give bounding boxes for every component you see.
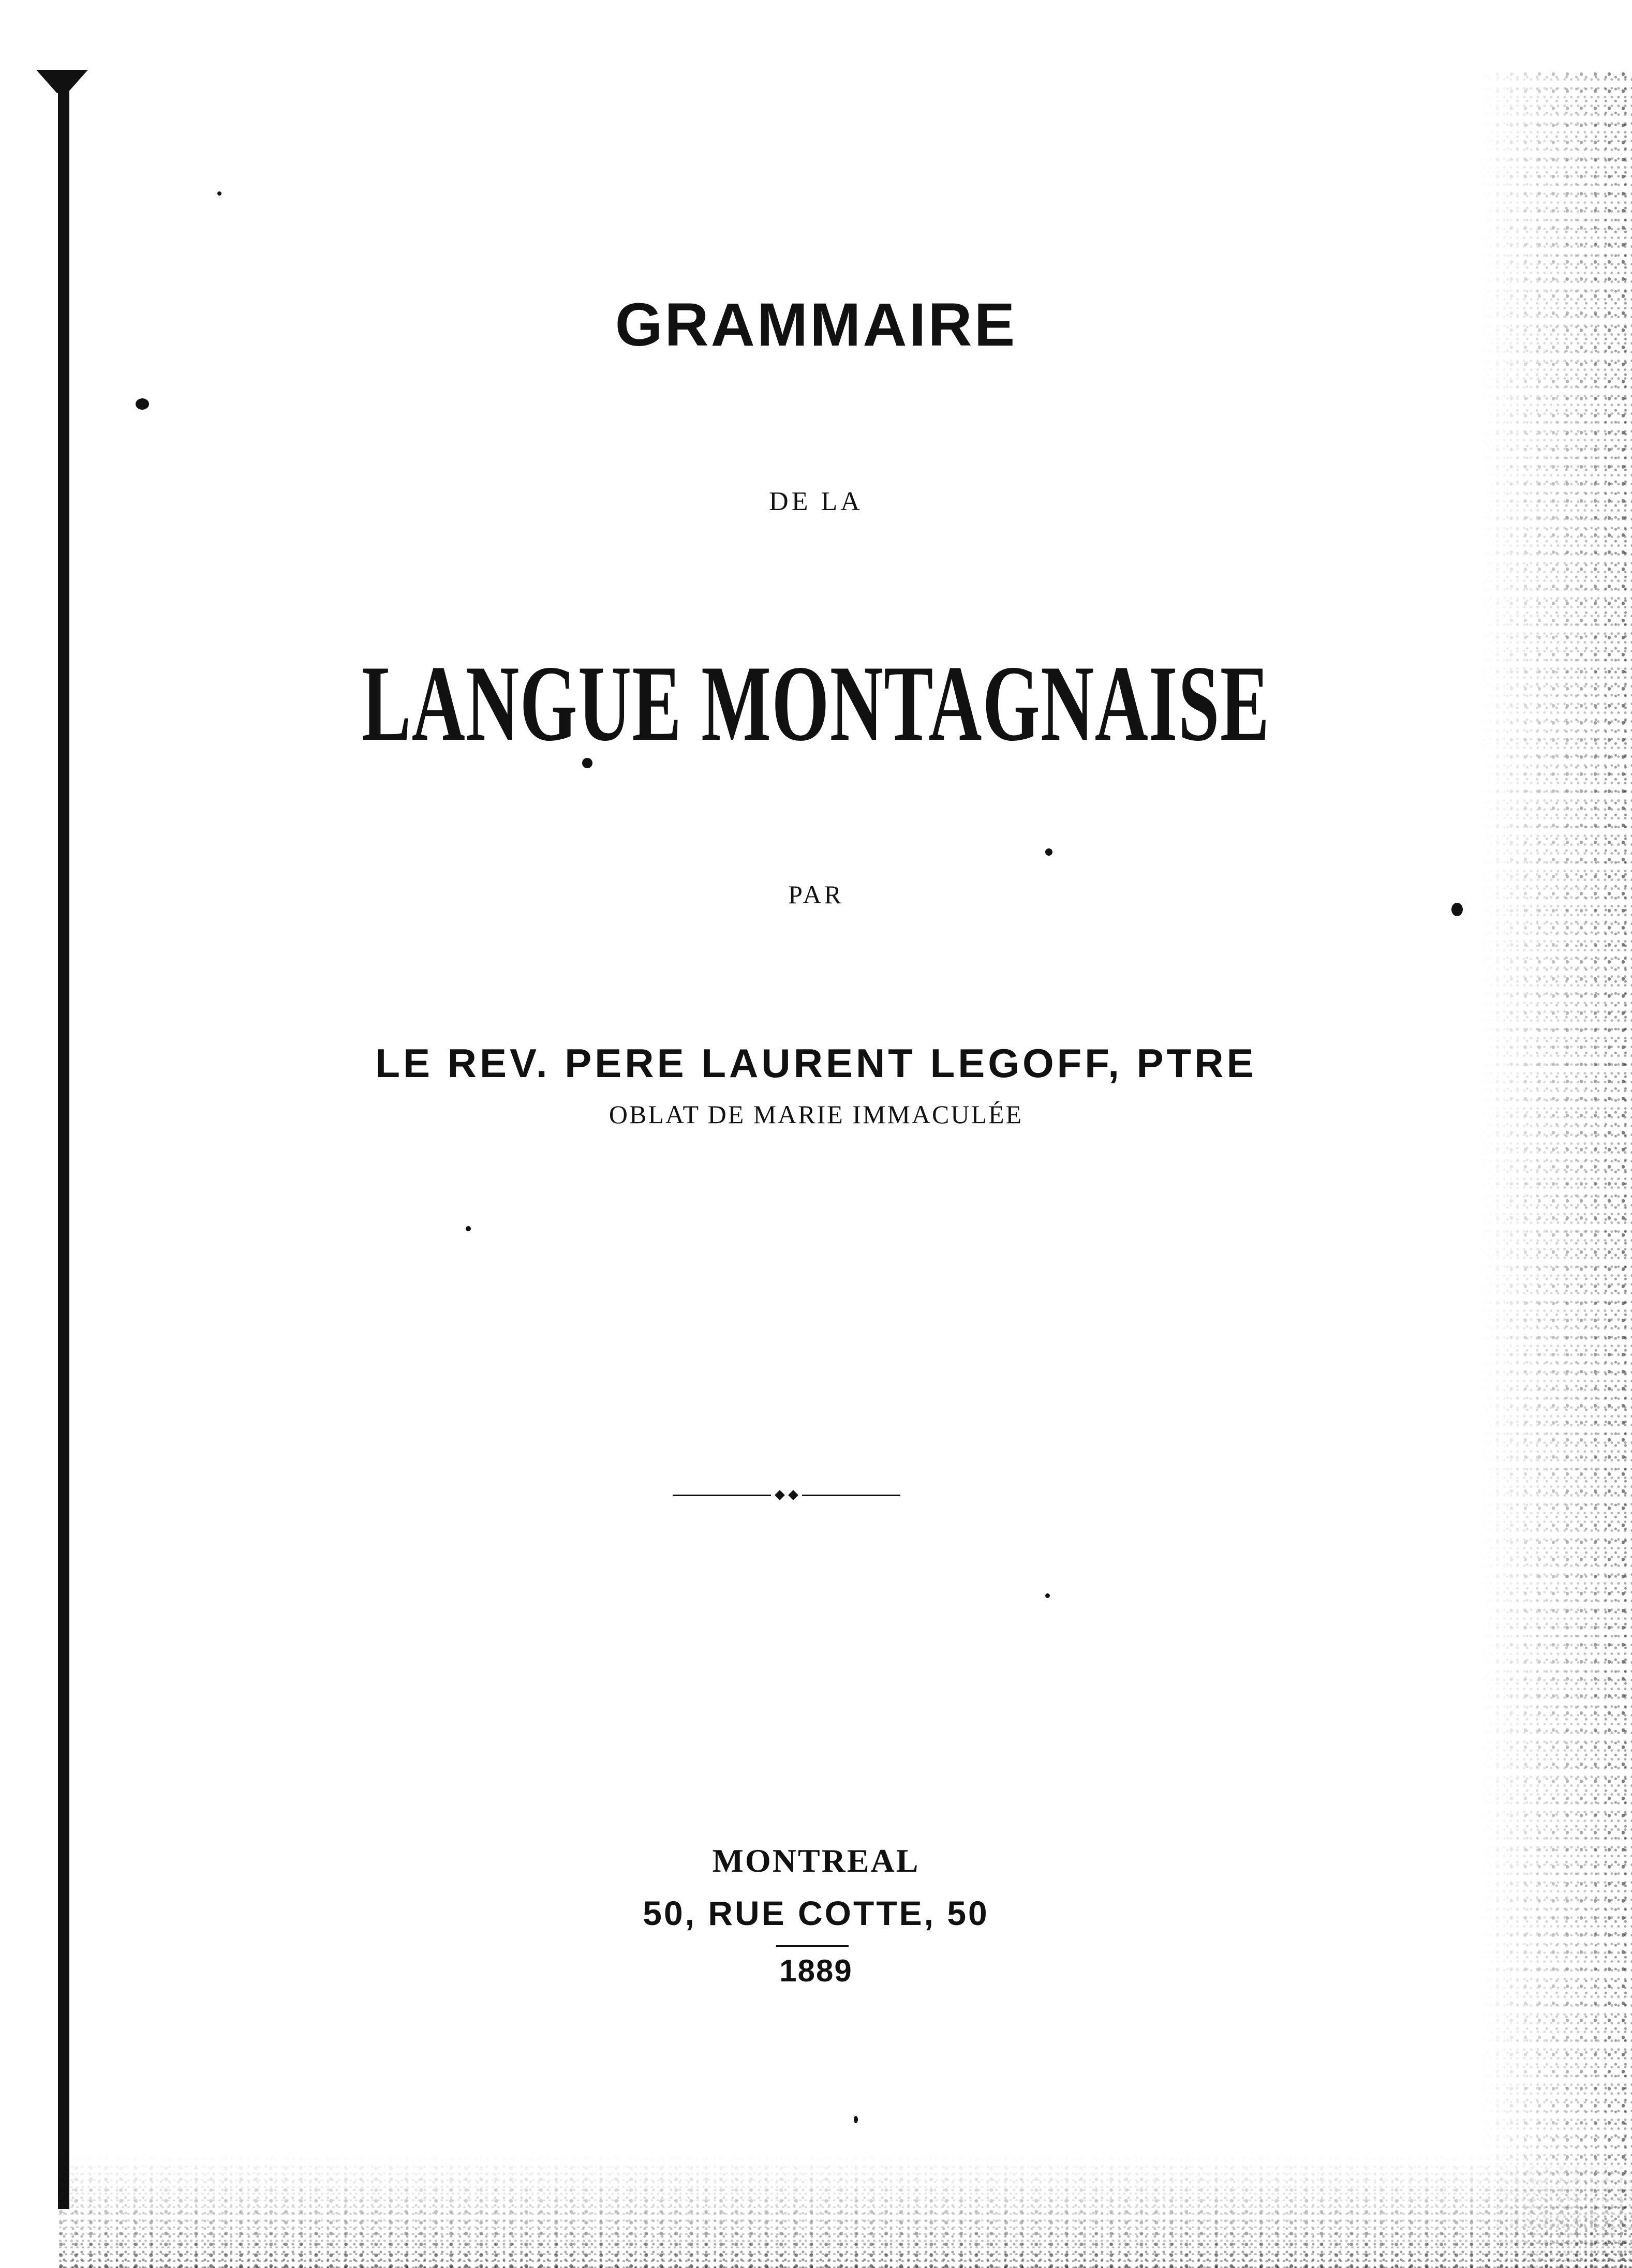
- scan-speck: [854, 2116, 858, 2123]
- worn-bottom-edge: [58, 2154, 1632, 2268]
- scan-speck: [1045, 1593, 1050, 1598]
- binding-edge: [58, 72, 69, 2209]
- title-connector: DE LA: [769, 487, 863, 516]
- author-name: LE REV. PERE LAURENT LEGOFF, PTRE: [375, 1040, 1257, 1086]
- divider-diamond: [788, 1490, 798, 1500]
- divider-rule-left: [673, 1495, 771, 1496]
- title-line-2: [0, 636, 1632, 771]
- imprint-year: 1889: [779, 1953, 853, 1988]
- main-title-text: LANGUE MONTAGNAISE: [362, 644, 1270, 764]
- divider-rule-right: [802, 1495, 900, 1496]
- worn-right-edge: [1482, 72, 1632, 2268]
- scan-speck: [1045, 848, 1052, 856]
- binding-edge-top: [36, 70, 88, 93]
- imprint-city: MONTREAL: [712, 1842, 920, 1879]
- scan-speck: [217, 191, 221, 196]
- by-label: PAR: [788, 880, 844, 909]
- ornamental-divider: [673, 1490, 900, 1500]
- title-line-1: GRAMMAIRE: [615, 291, 1017, 359]
- imprint-address: 50, RUE COTTE, 50: [643, 1894, 989, 1932]
- year-rule: [776, 1945, 849, 1947]
- scan-speck: [136, 398, 149, 410]
- author-order: OBLAT DE MARIE IMMACULÉE: [609, 1100, 1023, 1129]
- scan-speck: [466, 1226, 471, 1231]
- divider-diamond: [775, 1490, 785, 1500]
